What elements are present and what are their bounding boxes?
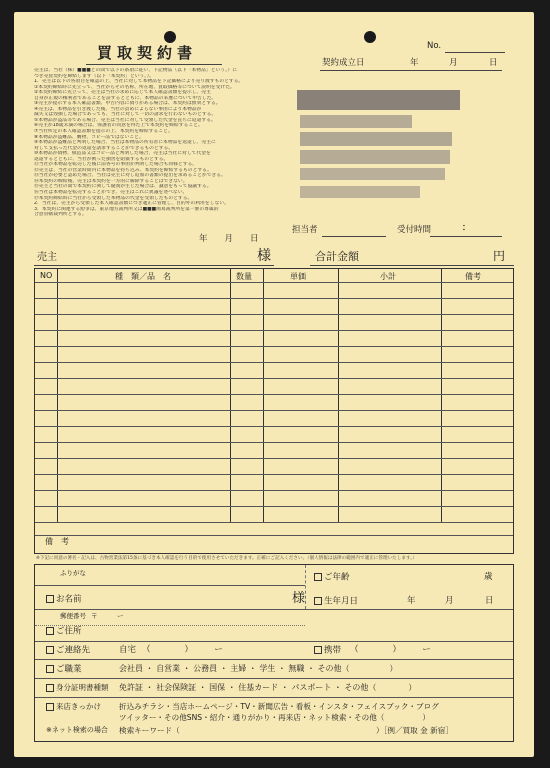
terms-line: 合意管轄裁判所とする。 [34, 212, 87, 218]
terms-line: ⑧本物品が盗難品、贋物、コピー品ではないこと。 [34, 134, 144, 140]
table-row[interactable] [35, 362, 513, 363]
terms-line: 自身が正規の権利者であることを証するとともに、本物品の来歴について申告した。 [34, 95, 217, 101]
terms-line: ⑬当社が必要と認めた場合、当社は売主に対し追加の書類の提出を求めることができる。 [34, 173, 226, 179]
terms-line: つき売買契約を締結します（以下「本契約」という。）。 [34, 73, 154, 79]
total-line[interactable] [310, 265, 514, 266]
terms-line: 対して支払った代金の返還を請求することができるものとする。 [34, 145, 174, 151]
contract-day-label: 日 [489, 58, 498, 68]
seller-label: 売主 [37, 252, 57, 263]
terms-line: ⑭本契約の締結後、売主は本契約を一方的に解除することはできない。 [34, 178, 188, 184]
contract-date-label: 契約成立日 [322, 58, 365, 68]
home-phone-field[interactable]: （ ） ー [142, 645, 223, 655]
job-options[interactable]: 会社員 ・ 自営業 ・ 公務員 ・ 主婦 ・ 学生 ・ 無職 ・ その他（ ） [119, 664, 398, 673]
terms-line: ⑨本物品が盗難品と判明した場合、当社は本物品の所有者に本物品を返還し、売主に [34, 140, 216, 146]
terms-line: ⑰本契約締結時に当社から受領した本物品の代金を受領したものとする。 [34, 195, 193, 201]
terms-line: ⑦当社所定の本人確認書類を提示の上、本契約を締結すること。 [34, 129, 173, 135]
table-footnote: ※下記に同意の署名・記入は、古物営業法第15条に基づき本人確認を行う目的で使用させていただきます。正確にご記入ください。（個人情報は法律の範囲内で適正に管理いたします。） [36, 556, 418, 561]
terms-line: ⑪当社が本物品を転売した後に前各号の事由が判明した場合も同様とする。 [34, 162, 198, 168]
mobile-phone-field[interactable]: （ ） ー [350, 645, 431, 655]
header-no: NO [40, 271, 53, 280]
mobile-phone-label: 携帯 [314, 646, 341, 655]
terms-line: ⑯当社は本物品を転売することができ、売主はこれに異議を述べない。 [34, 190, 188, 196]
table-row[interactable] [35, 378, 513, 379]
terms-line: ⑥売主が18歳未満の場合は、保護者の同意を得た上で本契約を締結すること。 [34, 123, 203, 129]
staff-label: 担当者 [292, 225, 318, 235]
sign-date: 年 月 日 [199, 234, 259, 244]
name-field[interactable]: お名前 [46, 595, 82, 604]
terms-line: ③売主が提示する本人確認書類、申告内容に偽りがある場合は、本契約は無効とする。 [34, 101, 221, 107]
table-row[interactable] [35, 314, 513, 315]
table-row[interactable] [35, 410, 513, 411]
items-table [34, 268, 514, 554]
table-row[interactable] [35, 298, 513, 299]
visit-trigger-options-1[interactable]: 折込みチラシ・当店ホームページ・TV・新聞広告・看板・インスタ・フェイスブック・ブログ [119, 702, 439, 711]
birth-year: 年 [407, 596, 416, 606]
id-type-options[interactable]: 免許証 ・ 社会保険証 ・ 国保 ・ 住基カード ・ パスポート ・ その他（ ） [119, 683, 417, 692]
terms-line: ⑩本物品が偽物、模造品又はコピー品と判明した場合、売主は当社に対して代金を [34, 151, 211, 157]
terms-line: ①本契約締結時に先立って、当社からその名称、所在地、買取価格等について説明を受けた。 [34, 84, 235, 90]
terms-line: ⑫売主は、当社の営業時間内に本物品を持ち込み、本契約を締結するものとする。 [34, 167, 212, 173]
terms-line: ⑤本物品が盗品等である場合、売主は当社に対して受領した代金を直ちに返還する。 [34, 117, 216, 123]
table-row[interactable] [35, 442, 513, 443]
table-row[interactable] [35, 330, 513, 331]
terms-line: ②本契約締結に先立って、売主は当社の求めに応じて本人確認書類を提示し、売主 [34, 90, 211, 96]
table-row[interactable] [35, 506, 513, 507]
age-unit: 歳 [484, 572, 493, 582]
search-keyword-example: ）［例／買取 金 新宿］ [376, 726, 453, 735]
table-row[interactable] [35, 282, 513, 283]
table-row[interactable] [35, 522, 513, 523]
title-underline [86, 64, 222, 65]
name-sama: 様 [292, 591, 306, 606]
visit-trigger-options-2[interactable]: ツイッター・その他SNS・紹介・通りがかり・再来店・ネット検索・その他（ ） [119, 713, 430, 722]
punch-hole [364, 31, 376, 43]
total-label: 合計金額 [315, 250, 359, 263]
header-subtotal: 小計 [380, 272, 396, 281]
header-quantity: 数量 [236, 272, 252, 281]
furigana-label: ふりがな [60, 569, 86, 577]
net-search-label: ※ネット検索の場合 [46, 726, 108, 734]
terms-line: 2．当社は、売主から受領した本人確認書類につき適正に管理し、目的外の利用をしない。 [34, 201, 229, 207]
header-remarks: 備考 [465, 272, 481, 281]
address-field[interactable]: ご住所 [46, 627, 82, 636]
zip-field[interactable]: 〒 ー [91, 612, 124, 620]
reception-time-line[interactable] [430, 236, 502, 237]
terms-line: 3．本契約に関連する紛争は、東京地方裁判所又は■■■簡易裁判所を第一審の専属的 [34, 206, 219, 212]
seller-sama: 様 [257, 248, 271, 264]
contract-year-label: 年 [410, 58, 419, 68]
reception-time-label: 受付時間 [397, 225, 432, 235]
contract-terms [34, 68, 270, 218]
table-row[interactable] [35, 490, 513, 491]
terms-line: 売主は、当社（株）■■■との間で以下の条項に従い、下記物品（以下「本物品」という。）に [34, 68, 238, 73]
table-row[interactable] [35, 394, 513, 395]
terms-line: 返還するとともに、当社が被った損害を賠償するものとする。 [34, 156, 169, 162]
staff-line[interactable] [322, 236, 386, 237]
reception-time-colon: ： [462, 223, 471, 233]
terms-line: ④売主は、本物品を引き渡した後、当社の責めによらない事由により本物品が [34, 106, 202, 112]
punch-hole [164, 31, 176, 43]
contact-label: ご連絡先 [46, 646, 90, 655]
contract-month-label: 月 [449, 58, 458, 68]
zip-label: 郵便番号 [60, 612, 86, 620]
form-title: 買取契約書 [97, 44, 198, 62]
contract-date-line [320, 70, 502, 71]
header-unit-price: 単価 [290, 272, 306, 281]
table-row[interactable] [35, 535, 513, 536]
terms-line: 1．売主は以下の各項目を確認の上、当社に対して本物品を下記価格により売り渡すものとする。 [34, 79, 244, 85]
header-item-name: 種 類／品 名 [115, 272, 171, 281]
birthday-field[interactable]: 生年月日 [314, 597, 358, 606]
search-keyword-label: 検索キーワード（ [119, 726, 180, 735]
home-phone-label: 自宅 [119, 645, 137, 655]
seller-line[interactable] [34, 265, 274, 266]
terms-line: 滅失又は毀損した場合であっても、当社に対して一切の請求を行わないものとする。 [34, 112, 217, 118]
birth-month: 月 [445, 596, 454, 606]
visit-trigger-label: 来店きっかけ [46, 703, 101, 711]
form-number-line [445, 52, 505, 53]
table-row[interactable] [35, 346, 513, 347]
table-row[interactable] [35, 474, 513, 475]
form-number-label: No. [427, 41, 442, 51]
total-yen: 円 [493, 249, 506, 263]
job-label: ご職業 [46, 665, 82, 674]
age-field[interactable]: ご年齢 [314, 573, 350, 582]
table-row[interactable] [35, 458, 513, 459]
table-row[interactable] [35, 426, 513, 427]
terms-line: ⑮売主と当社の間で本契約に関して疑義が生じた場合は、誠意をもって協議する。 [34, 184, 212, 190]
remarks-label: 備 考 [45, 537, 69, 546]
birth-day: 日 [485, 596, 494, 606]
id-type-label: 身分証明書種類 [46, 684, 109, 692]
